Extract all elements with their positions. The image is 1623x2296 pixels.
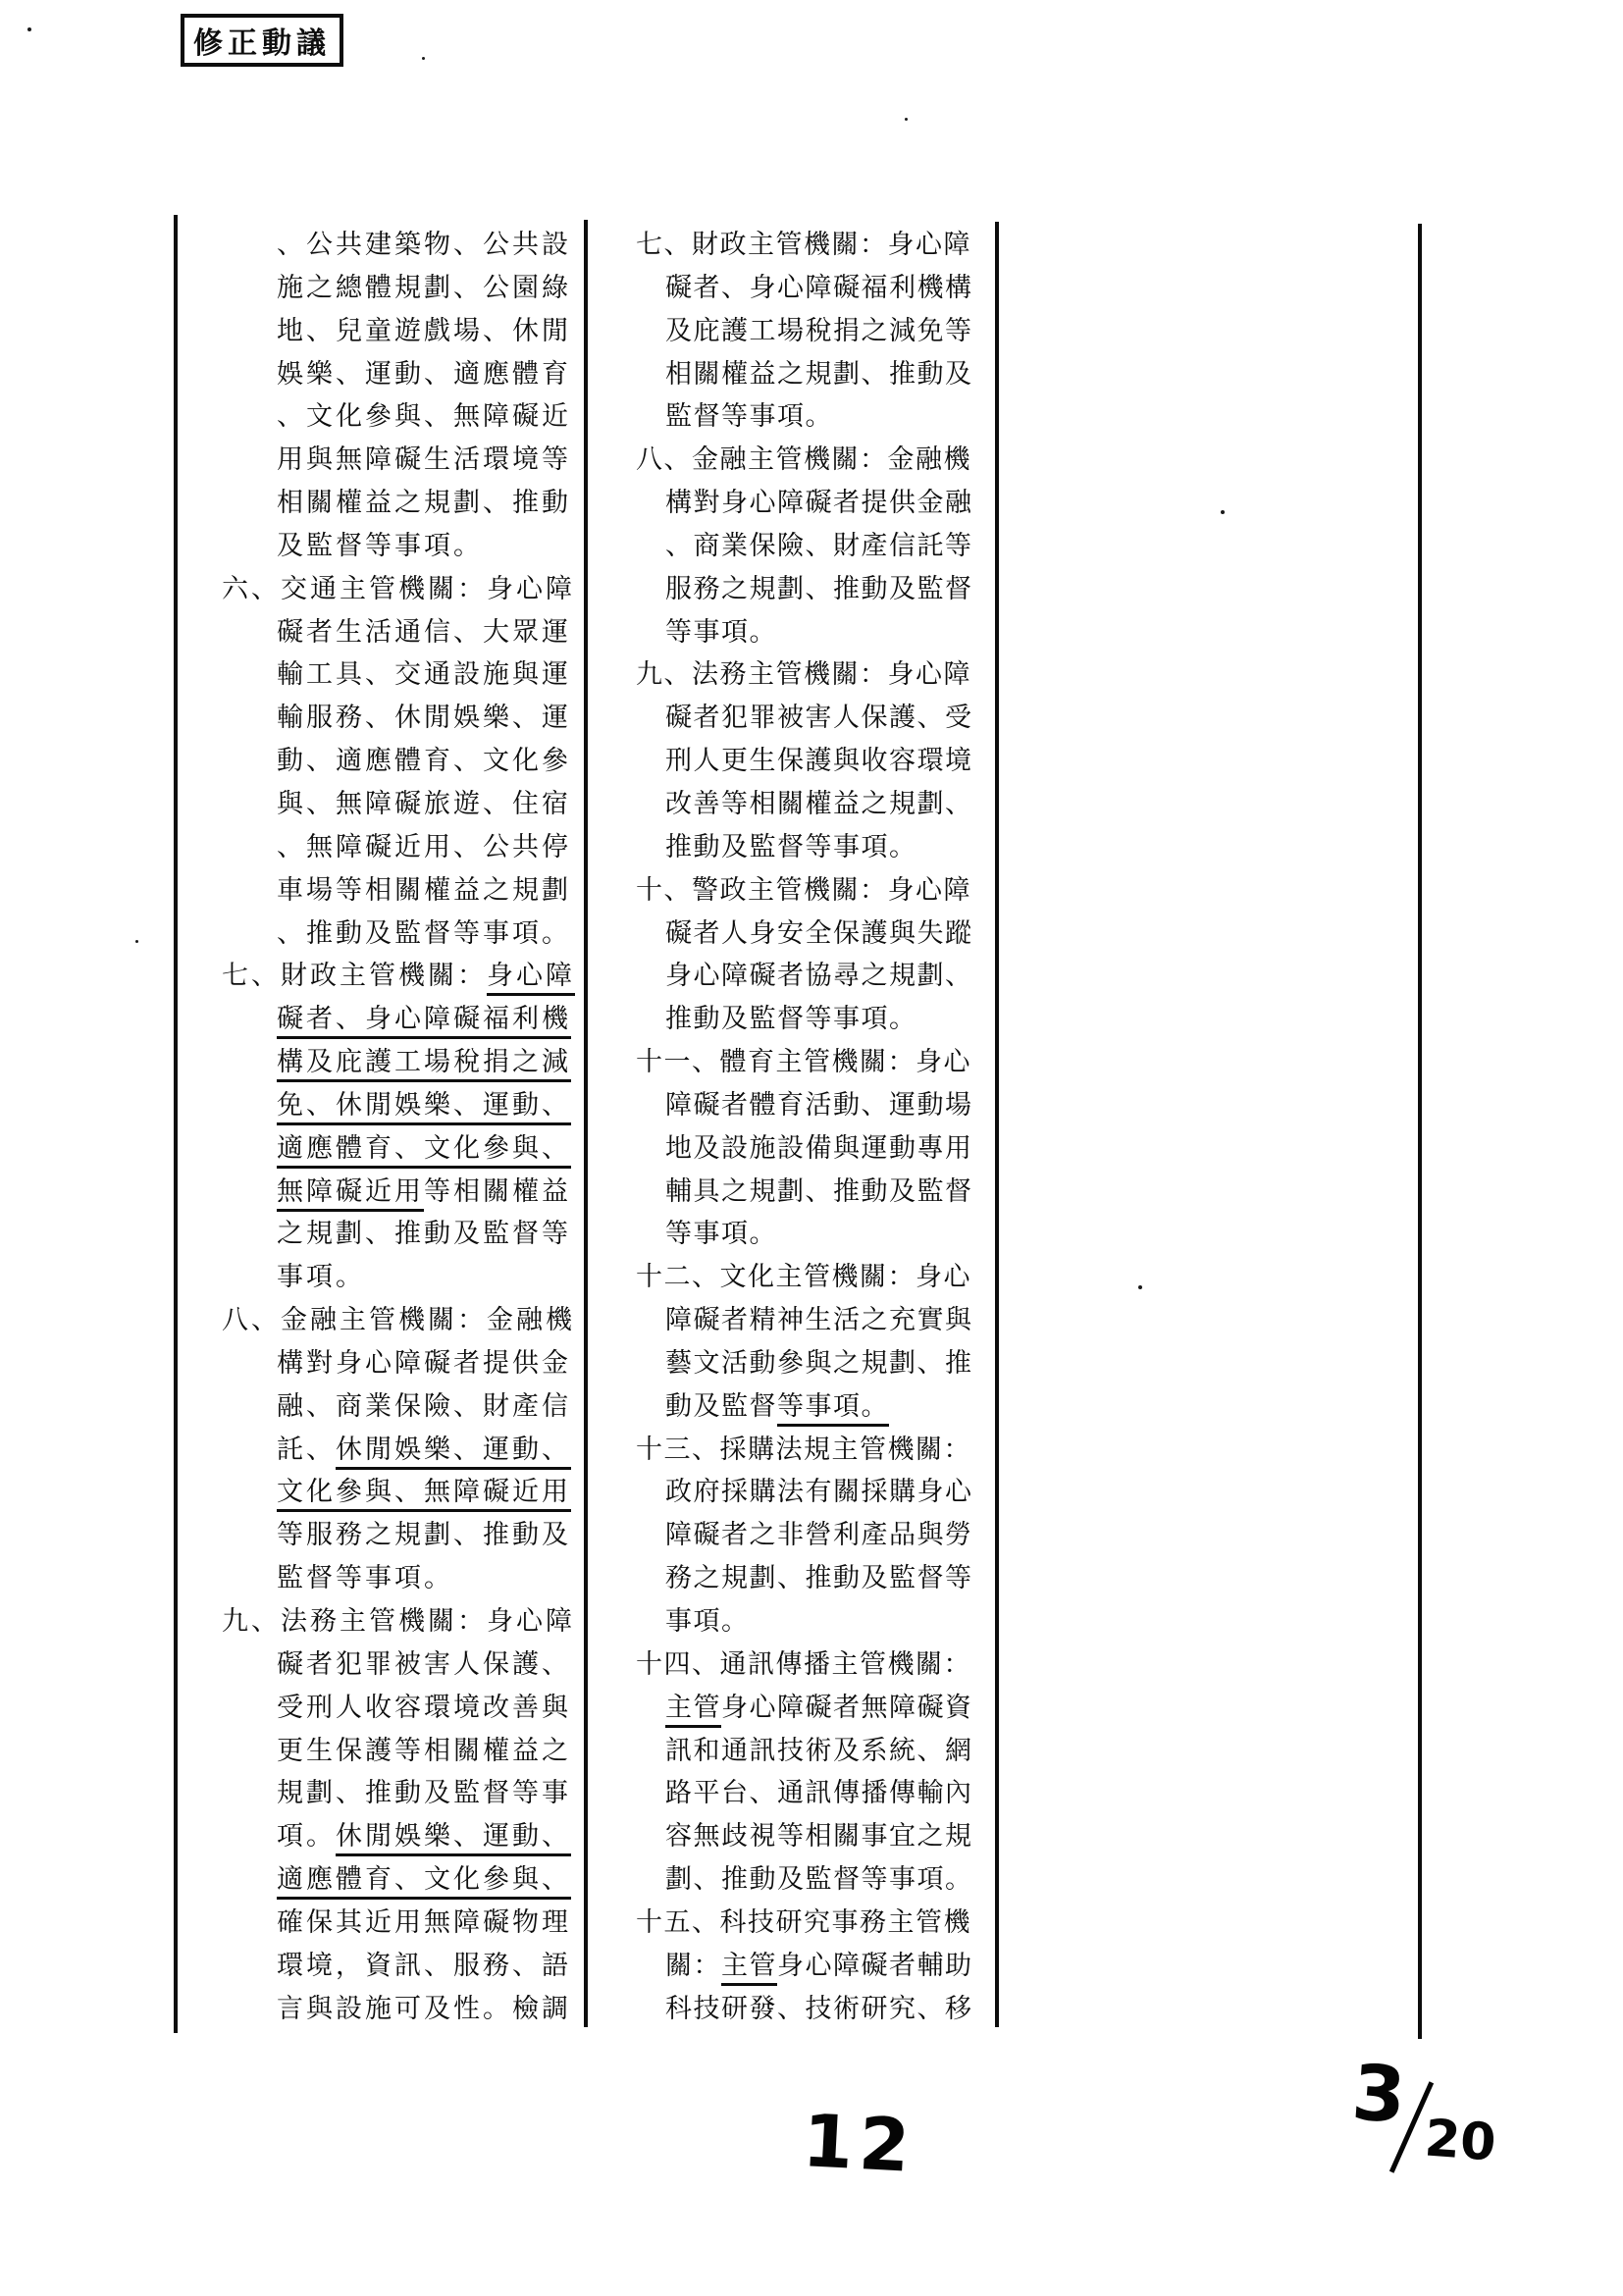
text-segment: 八、金融主管機關：金融機 — [222, 1305, 575, 1335]
text-segment: 科技研發、技術研究、移 — [665, 1993, 973, 2023]
text-line — [636, 353, 1023, 396]
text-line — [222, 267, 595, 310]
text-line — [222, 1084, 595, 1127]
underlined-text-segment: 適應體育、文化參與、 — [277, 1864, 571, 1900]
text-line — [636, 1213, 1023, 1256]
text-segment: 改善等相關權益之規劃、 — [665, 788, 973, 818]
text-segment: 礙者犯罪被害人保護、受 — [665, 703, 973, 733]
text-segment: 地及設施設備與運動專用 — [665, 1132, 973, 1163]
text-segment: 監督等事項。 — [665, 401, 833, 432]
text-segment: 與、無障礙旅遊、住宿 — [277, 788, 571, 818]
text-line — [636, 1988, 1023, 2031]
text-line — [222, 1945, 595, 1988]
text-segment: 身心障礙者輔助 — [777, 1950, 973, 1980]
text-line — [222, 1041, 595, 1084]
text-line — [222, 1557, 595, 1600]
text-segment: 藝文活動參與之規劃、推 — [665, 1347, 973, 1378]
text-segment: 容無歧視等相關事宜之規 — [665, 1821, 973, 1852]
scan-speck — [905, 118, 908, 121]
text-line — [636, 913, 1023, 956]
underlined-text-segment: 主管 — [721, 1951, 777, 1986]
text-segment: 輸服務、休閒娛樂、運 — [277, 703, 571, 733]
text-line — [636, 869, 1023, 913]
text-segment: 輔具之規劃、推動及監督 — [665, 1175, 973, 1206]
text-segment: 障礙者體育活動、運動場 — [665, 1089, 973, 1120]
text-segment: 確保其近用無障礙物理 — [277, 1906, 571, 1937]
text-segment: 十五、科技研究事務主管機 — [636, 1906, 971, 1937]
text-line — [222, 783, 595, 826]
text-segment: 九、法務主管機關：身心障 — [636, 659, 971, 690]
text-line — [222, 998, 595, 1041]
text-line — [222, 1471, 595, 1514]
text-segment: 輸工具、交通設施與運 — [277, 659, 571, 690]
text-line — [636, 783, 1023, 826]
text-segment: 刑人更生保護與收容環境 — [665, 746, 973, 776]
text-line — [636, 310, 1023, 353]
underlined-text-segment: 休閒娛樂、運動、 — [336, 1435, 571, 1470]
text-line — [636, 439, 1023, 482]
text-line — [636, 1127, 1023, 1171]
text-segment: 六、交通主管機關：身心障 — [222, 573, 575, 603]
text-line — [636, 1385, 1023, 1429]
text-segment: 七、財政主管機關：身心障 — [636, 230, 971, 259]
text-segment: 構對身心障礙者提供金融 — [665, 488, 973, 518]
text-segment: 言與設施可及性。檢調 — [277, 1993, 571, 2023]
text-line — [636, 1171, 1023, 1214]
text-line — [636, 1644, 1023, 1687]
text-line — [636, 1514, 1023, 1557]
text-line — [636, 826, 1023, 869]
text-line — [222, 740, 595, 783]
handwritten-page-number: 12 — [800, 2099, 918, 2189]
text-line — [222, 826, 595, 869]
text-line — [636, 267, 1023, 310]
text-segment: 融、商業保險、財產信 — [277, 1390, 571, 1421]
text-line — [636, 224, 1023, 267]
text-line — [636, 1815, 1023, 1858]
text-line — [222, 1644, 595, 1687]
text-line — [222, 1815, 595, 1858]
text-segment: 推動及監督等事項。 — [665, 1004, 917, 1034]
text-line — [222, 1988, 595, 2031]
text-segment: 十四、通訊傳播主管機關： — [636, 1648, 971, 1679]
text-segment: 劃、推動及監督等事項。 — [665, 1864, 973, 1895]
text-line — [222, 1342, 595, 1385]
text-segment: 政府採購法有關採購身心 — [665, 1477, 973, 1507]
underlined-text-segment: 休閒娛樂、運動、 — [336, 1821, 571, 1856]
text-line — [222, 395, 595, 439]
text-line — [222, 1772, 595, 1815]
text-segment: 十一、體育主管機關：身心 — [636, 1047, 971, 1077]
text-segment: 之規劃、推動及監督等 — [277, 1219, 571, 1249]
text-segment: 路平台、通訊傳播傳輸內 — [665, 1778, 973, 1808]
text-segment: 事項。 — [277, 1262, 365, 1292]
text-line — [222, 439, 595, 482]
text-segment: 規劃、推動及監督等事 — [277, 1778, 571, 1808]
text-segment: 託、 — [277, 1434, 336, 1464]
text-segment: 七、財政主管機關： — [222, 961, 487, 991]
text-line — [222, 224, 595, 267]
underlined-text-segment: 礙者、身心障礙福利機 — [277, 1004, 571, 1039]
amendment-stamp-label: 修正動議 — [193, 27, 331, 60]
text-line — [636, 955, 1023, 998]
text-segment: 更生保護等相關權益之 — [277, 1735, 571, 1765]
amendment-stamp-box — [181, 14, 343, 67]
scan-speck — [27, 27, 31, 31]
text-segment: 礙者生活通信、大眾運 — [277, 616, 571, 647]
text-segment: 用與無障礙生活環境等 — [277, 444, 571, 475]
text-line — [222, 1171, 595, 1214]
underlined-text-segment: 無障礙近用 — [277, 1176, 424, 1212]
sheet-fraction-numerator: 3 — [1348, 2049, 1409, 2141]
text-segment: 、文化參與、無障礙近 — [277, 401, 571, 432]
text-segment: 障礙者之非營利產品與勞 — [665, 1520, 973, 1550]
text-segment: 服務之規劃、推動及監督 — [665, 573, 973, 603]
text-line — [222, 1687, 595, 1730]
text-segment: 等相關權益 — [424, 1175, 571, 1206]
text-segment: 受刑人收容環境改善與 — [277, 1692, 571, 1722]
scan-speck — [135, 940, 138, 943]
text-line — [636, 1256, 1023, 1299]
text-segment: 、公共建築物、公共設 — [277, 230, 571, 259]
handwritten-sheet-fraction — [1348, 2049, 1499, 2188]
text-segment: 車場等相關權益之規劃 — [277, 874, 571, 905]
text-segment: 、推動及監督等事項。 — [277, 917, 571, 948]
text-line — [222, 1429, 595, 1472]
text-segment: 相關權益之規劃、推動 — [277, 488, 571, 518]
underlined-text-segment: 文化參與、無障礙近用 — [277, 1477, 571, 1512]
text-line — [636, 740, 1023, 783]
text-line — [636, 568, 1023, 611]
column-rule-left — [174, 215, 178, 2033]
text-segment: 推動及監督等事項。 — [665, 831, 917, 861]
text-line — [222, 525, 595, 568]
text-line — [636, 1471, 1023, 1514]
text-line — [636, 395, 1023, 439]
text-line — [222, 1385, 595, 1429]
text-segment: 礙者犯罪被害人保護、 — [277, 1648, 571, 1679]
scan-speck — [1138, 1285, 1142, 1289]
text-segment: 礙者、身心障礙福利機構 — [665, 272, 973, 302]
text-line — [222, 653, 595, 697]
text-segment: 身心障礙者無障礙資 — [721, 1692, 973, 1722]
text-segment: 十三、採購法規主管機關： — [636, 1434, 971, 1464]
text-line — [222, 1902, 595, 1945]
text-line — [222, 1127, 595, 1171]
underlined-text-segment: 適應體育、文化參與、 — [277, 1133, 571, 1169]
text-line — [222, 1514, 595, 1557]
text-segment: 十、警政主管機關：身心障 — [636, 874, 971, 905]
text-line — [636, 697, 1023, 740]
text-segment: 關： — [665, 1950, 721, 1980]
text-line — [636, 611, 1023, 654]
text-segment: 及監督等事項。 — [277, 530, 483, 560]
text-line — [636, 1429, 1023, 1472]
scan-speck — [422, 57, 425, 60]
text-segment: 身心障礙者協尋之規劃、 — [665, 961, 973, 991]
sheet-fraction-denominator: 20 — [1422, 2109, 1498, 2173]
page-rule-far-right — [1418, 224, 1422, 2039]
underlined-text-segment: 構及庇護工場稅捐之減 — [277, 1047, 571, 1082]
text-line — [636, 1299, 1023, 1342]
text-segment: 及庇護工場稅捐之減免等 — [665, 315, 973, 345]
text-segment: 、商業保險、財產信託等 — [665, 530, 973, 560]
text-segment: 娛樂、運動、適應體育 — [277, 358, 571, 389]
text-line — [222, 353, 595, 396]
underlined-text-segment: 等事項。 — [777, 1391, 889, 1427]
text-line — [222, 955, 595, 998]
text-line — [636, 998, 1023, 1041]
text-line — [636, 1084, 1023, 1127]
text-segment: 等服務之規劃、推動及 — [277, 1520, 571, 1550]
text-segment: 施之總體規劃、公園綠 — [277, 272, 571, 302]
text-line — [636, 482, 1023, 525]
text-segment: 訊和通訊技術及系統、網 — [665, 1735, 973, 1765]
text-line — [222, 1858, 595, 1902]
text-line — [636, 1858, 1023, 1902]
text-line — [222, 310, 595, 353]
text-line — [636, 525, 1023, 568]
text-segment: 事項。 — [665, 1606, 750, 1636]
underlined-text-segment: 身心障 — [487, 961, 575, 996]
text-line — [636, 1041, 1023, 1084]
text-segment: 地、兒童遊戲場、休閒 — [277, 315, 571, 345]
text-line — [222, 1256, 595, 1299]
right-column — [636, 224, 1023, 2030]
text-line — [222, 1213, 595, 1256]
text-segment: 八、金融主管機關：金融機 — [636, 444, 971, 475]
text-line — [636, 1772, 1023, 1815]
text-segment: 環境，資訊、服務、語 — [277, 1950, 571, 1980]
text-line — [222, 611, 595, 654]
text-line — [636, 1687, 1023, 1730]
text-line — [636, 1600, 1023, 1644]
text-line — [222, 869, 595, 913]
text-segment: 項。 — [277, 1821, 336, 1852]
text-segment: 監督等事項。 — [277, 1563, 453, 1593]
text-line — [636, 653, 1023, 697]
text-segment: 等事項。 — [665, 1219, 777, 1249]
text-line — [636, 1342, 1023, 1385]
text-segment: 動、適應體育、文化參 — [277, 746, 571, 776]
left-column — [222, 224, 595, 2030]
text-segment: 相關權益之規劃、推動及 — [665, 358, 973, 389]
text-segment: 、無障礙近用、公共停 — [277, 831, 571, 861]
text-line — [636, 1902, 1023, 1945]
text-segment: 礙者人身安全保護與失蹤 — [665, 917, 973, 948]
underlined-text-segment: 免、休閒娛樂、運動、 — [277, 1090, 571, 1125]
text-line — [222, 1299, 595, 1342]
underlined-text-segment: 主管 — [665, 1693, 721, 1728]
text-line — [636, 1945, 1023, 1988]
text-line — [222, 482, 595, 525]
text-segment: 構對身心障礙者提供金 — [277, 1347, 571, 1378]
text-segment: 等事項。 — [665, 616, 777, 647]
text-segment: 十二、文化主管機關：身心 — [636, 1262, 971, 1292]
text-line — [636, 1557, 1023, 1600]
text-segment: 動及監督 — [665, 1390, 777, 1421]
text-line — [222, 697, 595, 740]
text-line — [222, 568, 595, 611]
text-line — [222, 1600, 595, 1644]
text-segment: 障礙者精神生活之充實與 — [665, 1305, 973, 1335]
text-line — [636, 1730, 1023, 1773]
scan-speck — [1221, 510, 1225, 514]
text-segment: 務之規劃、推動及監督等 — [665, 1563, 973, 1593]
text-line — [222, 913, 595, 956]
text-segment: 九、法務主管機關：身心障 — [222, 1606, 575, 1636]
text-line — [222, 1730, 595, 1773]
